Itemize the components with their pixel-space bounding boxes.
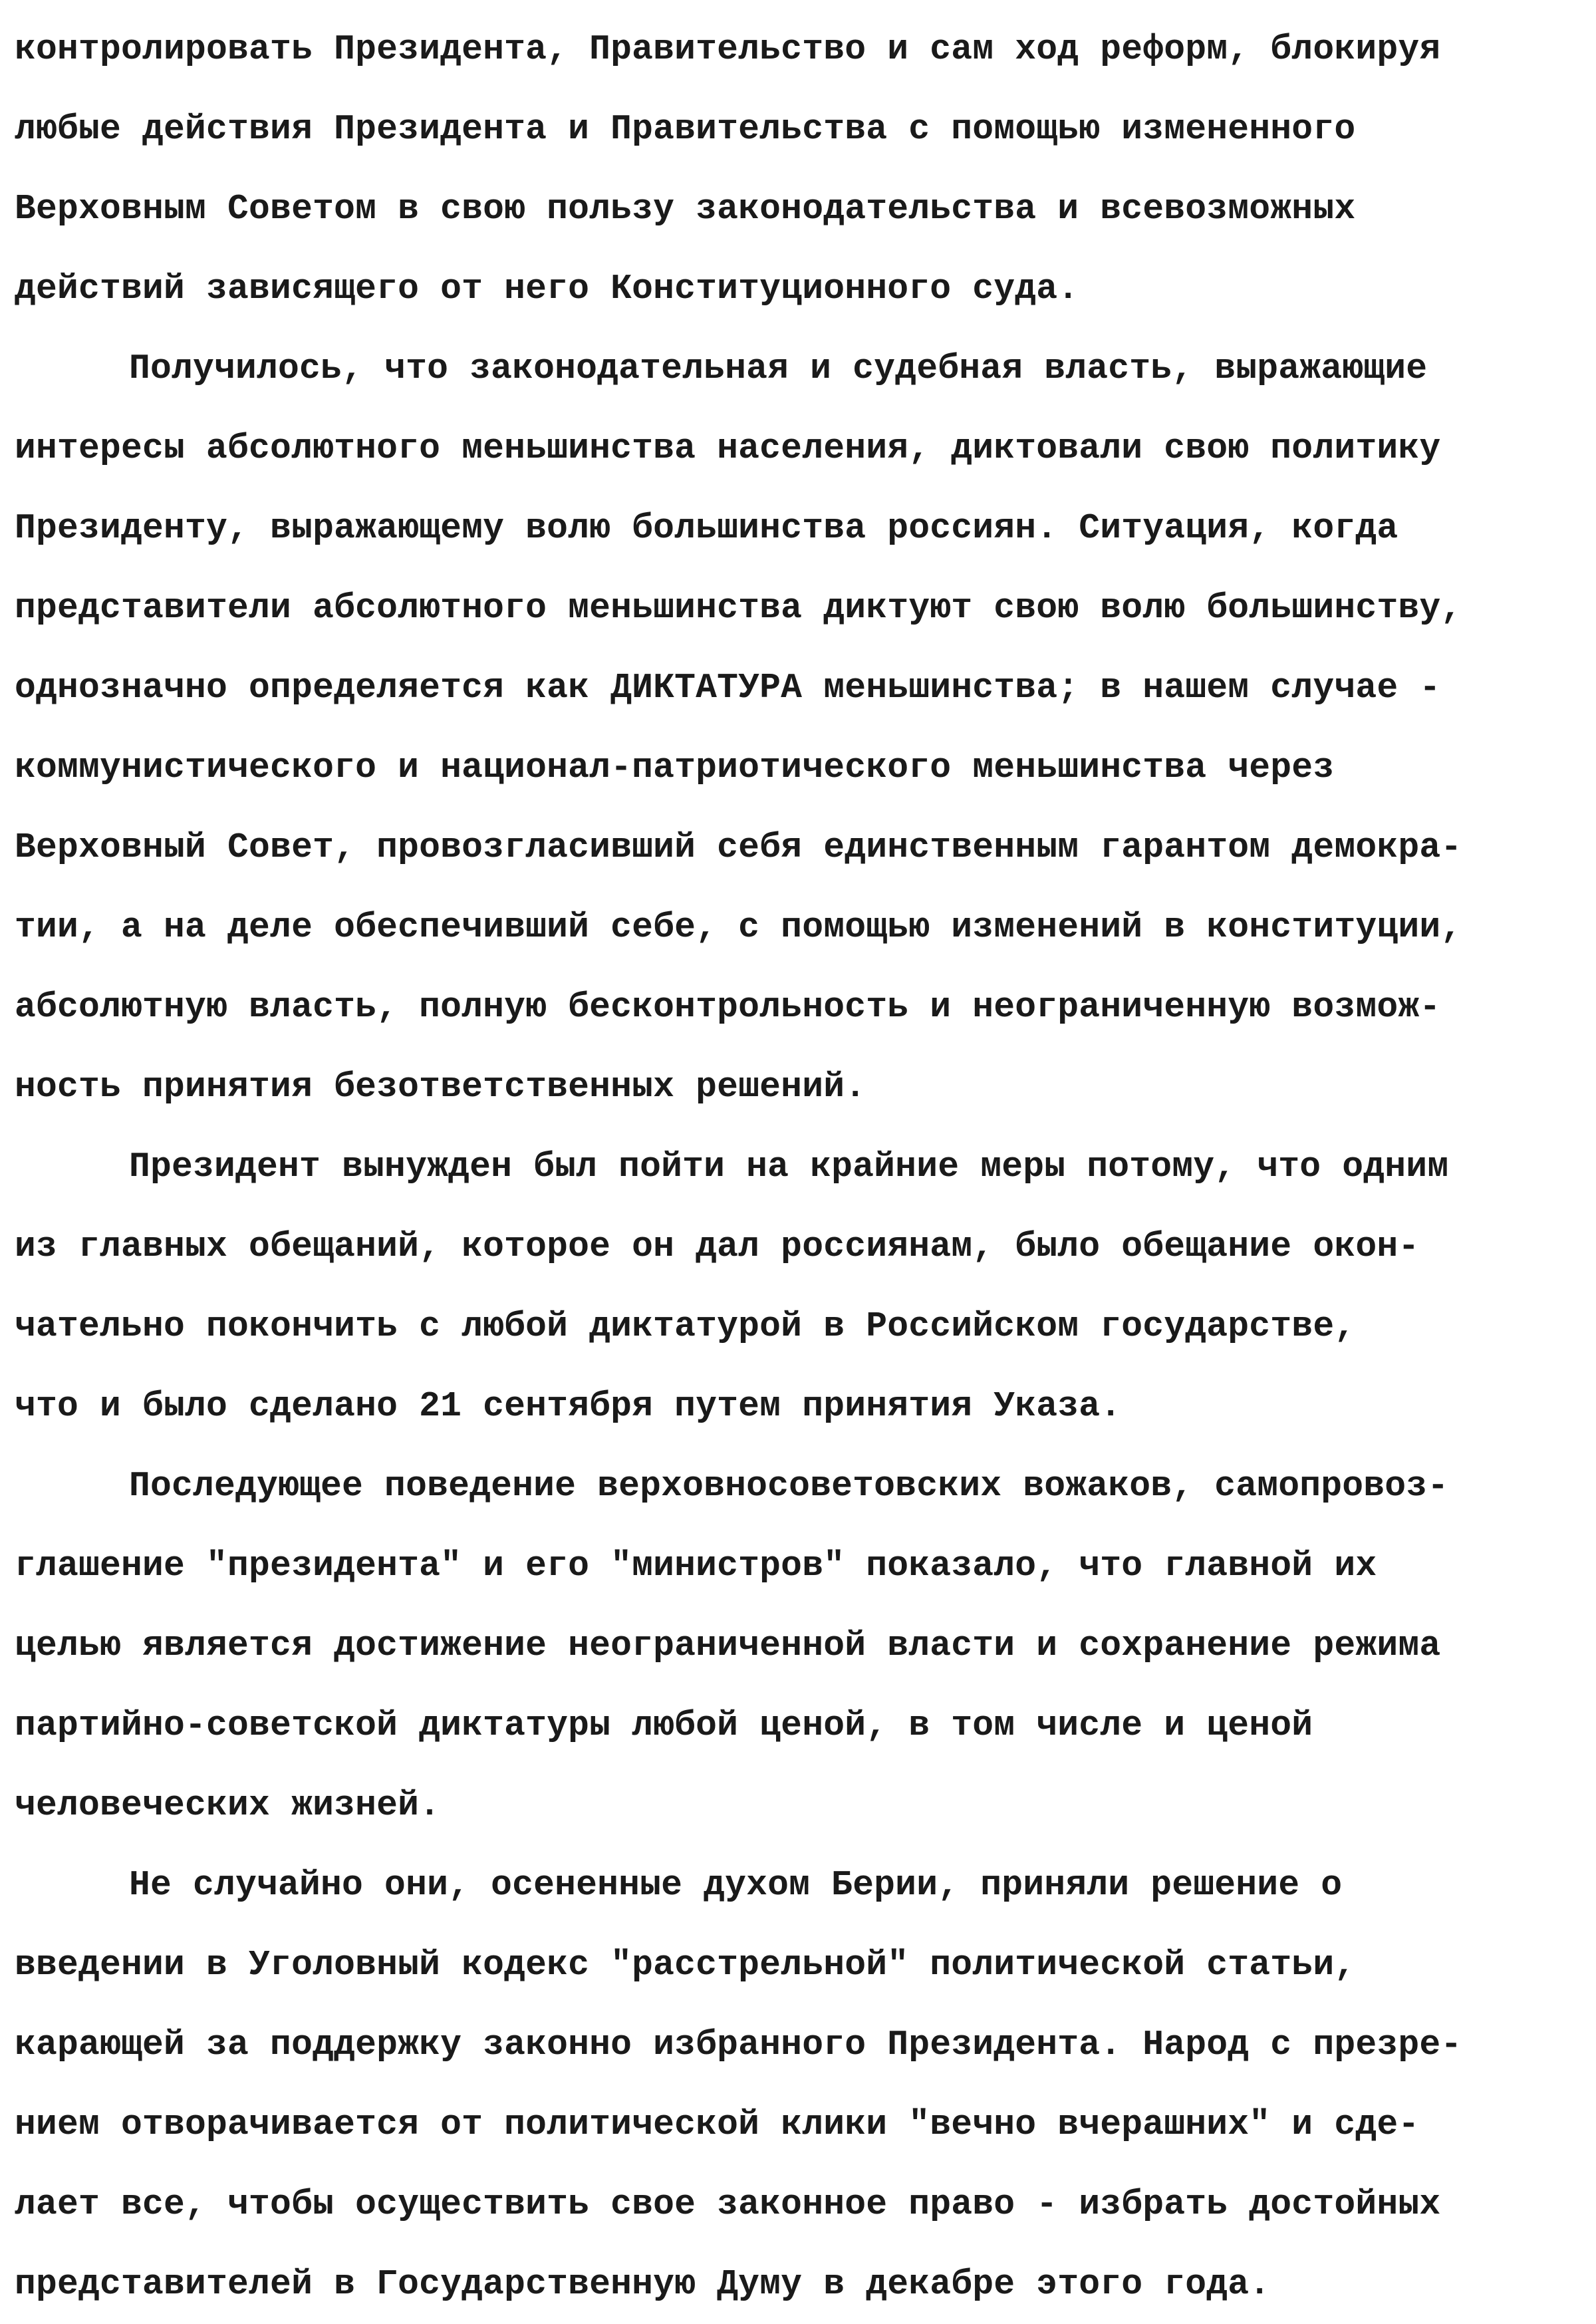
text-line: человеческих жизней. [15, 1785, 441, 1825]
text-line: действий зависящего от него Конституционного суда. [15, 269, 1079, 309]
text-line: любые действия Президента и Правительства с помощью измененного [15, 109, 1356, 149]
text-line: целью является достижение неограниченной власти и сохранение режима [15, 1626, 1441, 1666]
text-line: Верховный Совет, провозгласивший себя единственным гарантом демокра- [15, 827, 1462, 867]
text-line: однозначно определяется как ДИКТАТУРА меньшинства; в нашем случае - [15, 668, 1441, 708]
text-line: карающей за поддержку законно избранного Президента. Народ с презре- [15, 2025, 1462, 2065]
text-line: введении в Уголовный кодекс "расстрельной" политической статьи, [15, 1945, 1356, 1985]
text-line: тии, а на деле обеспечивший себе, с помощью изменений в конституции, [15, 907, 1462, 947]
paragraph-first-line: Получилось, что законодательная и судебная власть, выражающие [129, 349, 1428, 388]
paragraph-first-line: Президент вынужден был пойти на крайние меры потому, что одним [129, 1147, 1449, 1187]
text-line: глашение "президента" и его "министров" показало, что главной их [15, 1546, 1377, 1586]
text-line: представители абсолютного меньшинства диктуют свою волю большинству, [15, 588, 1462, 628]
text-line: ность принятия безответственных решений. [15, 1067, 866, 1107]
text-line: партийно-советской диктатуры любой ценой, в том числе и ценой [15, 1705, 1313, 1745]
text-line: что и было сделано 21 сентября путем принятия Указа. [15, 1386, 1122, 1426]
text-line: представителей в Государственную Думу в декабре этого года. [15, 2264, 1271, 2304]
text-line: чательно покончить с любой диктатурой в Российском государстве, [15, 1306, 1356, 1346]
text-line: интересы абсолютного меньшинства населения, диктовали свою политику [15, 428, 1441, 468]
text-line: коммунистического и национал-патриотического меньшинства через [15, 748, 1335, 788]
document-body [15, 9, 1577, 2324]
paragraph-first-line: Последующее поведение верховносоветовских вожаков, самопровоз- [129, 1466, 1449, 1506]
text-line: Президенту, выражающему волю большинства россиян. Ситуация, когда [15, 508, 1398, 548]
text-line: контролировать Президента, Правительство и сам ход реформ, блокируя [15, 29, 1441, 69]
text-line: абсолютную власть, полную бесконтрольность и неограниченную возмож- [15, 987, 1441, 1027]
text-line: из главных обещаний, которое он дал россиянам, было обещание окон- [15, 1227, 1420, 1266]
paragraph-first-line: Не случайно они, осененные духом Берии, приняли решение о [129, 1865, 1343, 1905]
text-line: лает все, чтобы осуществить свое законное право - избрать достойных [15, 2184, 1441, 2224]
text-line: Верховным Советом в свою пользу законодательства и всевозможных [15, 189, 1356, 229]
text-line: нием отворачивается от политической клики "вечно вчерашних" и сде- [15, 2105, 1420, 2144]
